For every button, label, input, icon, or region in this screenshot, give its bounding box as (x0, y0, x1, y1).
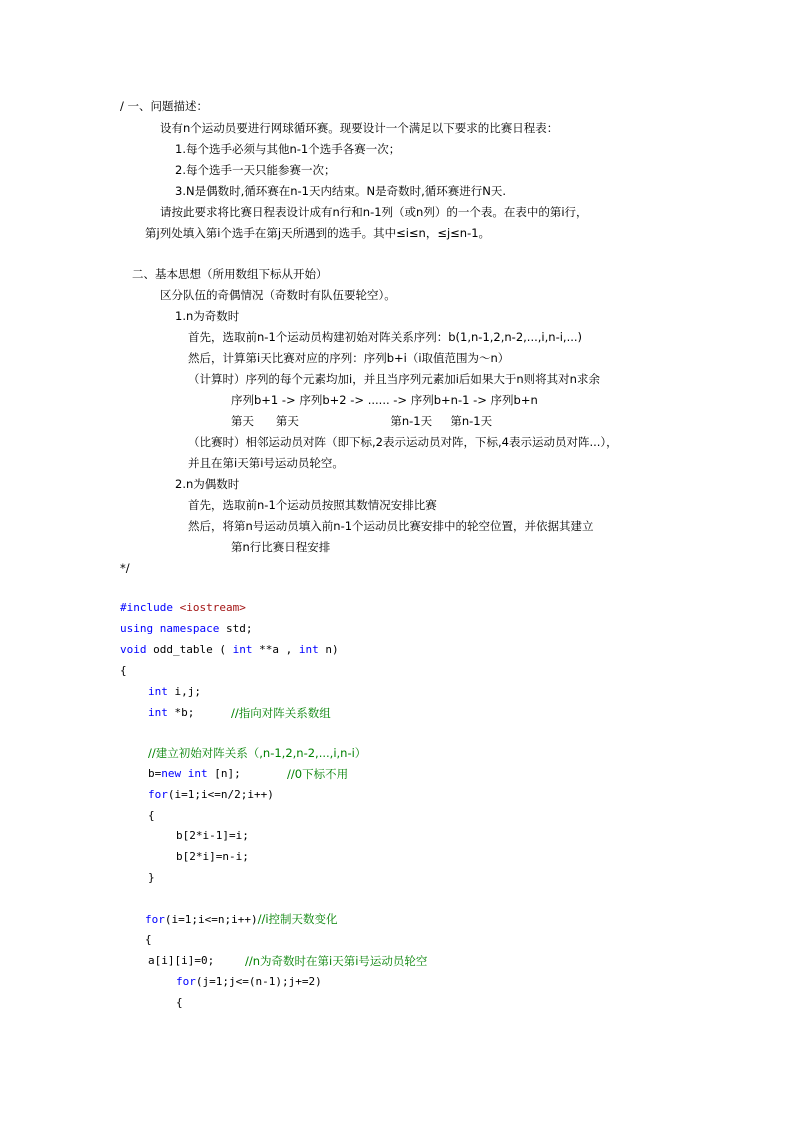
comment-line: 第天 第天 第n-1天 第n-1天 (231, 414, 493, 428)
alloc-rhs: [n]; (207, 767, 241, 780)
int-keyword: int (148, 685, 168, 698)
using-keyword: using namespace (120, 622, 220, 635)
comment-line: 然后，将第n号运动员填入前n-1个运动员比赛安排中的轮空位置，并依据其建立 (188, 519, 594, 533)
comment-line: / 一、问题描述： (120, 99, 209, 113)
void-keyword: void (120, 643, 147, 656)
code-comment: //0下标不用 (287, 767, 349, 781)
comment-line: 2.n为偶数时 (175, 477, 240, 491)
param-a: **a , (252, 643, 299, 656)
code-inner-close: } (148, 871, 155, 884)
decl-vars: i,j; (167, 685, 201, 698)
for-condition: (i=1;i<=n;i++) (164, 913, 258, 926)
include-file: <iostream> (179, 601, 246, 614)
code-open-brace: { (120, 664, 127, 677)
for-keyword: for (145, 913, 165, 926)
comment-line: 设有n个运动员要进行网球循环赛。现要设计一个满足以下要求的比赛日程表： (160, 121, 559, 135)
new-keyword: new (161, 767, 182, 780)
code-comment-init: //建立初始对阵关系（,n-1,2,n-2,...,i,n-i） (148, 746, 367, 760)
comment-line: 请按此要求将比赛日程表设计成有n行和n-1列（或n列）的一个表。在表中的第i行， (160, 205, 588, 219)
code-func-signature (120, 642, 339, 658)
comment-line: */ (120, 561, 130, 575)
comment-line: 区分队伍的奇偶情况（奇数时有队伍要轮空）。 (160, 288, 396, 302)
comment-line: （比赛时）相邻运动员对阵（即下标,2表示运动员对阵，下标,4表示运动员对阵...）， (188, 435, 618, 449)
param-n: n) (318, 643, 339, 656)
preprocessor-keyword: #include (120, 601, 173, 614)
code-for2-line (145, 911, 338, 927)
code-comment: //i控制天数变化 (257, 912, 338, 926)
alloc-lhs: b= (148, 767, 162, 780)
code-inner-open: { (148, 809, 155, 822)
code-comment: //指向对阵关系数组 (231, 706, 331, 720)
comment-line: 并且在第i天第i号运动员轮空。 (188, 456, 344, 470)
code-outer-open: { (145, 933, 152, 946)
comment-line: （计算时）序列的每个元素均加i，并且当序列元素加i后如果大于n则将其对n求余 (188, 372, 600, 386)
comment-line: 第n行比赛日程安排 (231, 540, 331, 554)
comment-line: 3.N是偶数时,循环赛在n-1天内结束。N是奇数时,循环赛进行N天. (175, 184, 506, 198)
decl-vars: *b; (167, 706, 195, 719)
comment-line: 二、基本思想（所用数组下标从开始） (132, 267, 328, 281)
int-keyword: int (232, 643, 253, 656)
code-assign2: b[2*i]=n-i; (176, 850, 249, 863)
func-name: odd_table ( (146, 643, 233, 656)
code-assign1: b[2*i-1]=i; (176, 829, 249, 842)
comment-line: 1.n为奇数时 (175, 309, 240, 323)
for-keyword: for (176, 975, 196, 988)
for-condition: (i=1;i<=n/2;i++) (167, 788, 274, 801)
code-for3-line (176, 974, 322, 990)
comment-line: 1.每个选手必须与其他n-1个选手各赛一次； (175, 142, 401, 156)
comment-line: 首先，选取前n-1个运动员构建初始对阵关系序列：b(1,n-1,2,n-2,...,i,n-i,...) (188, 330, 583, 344)
comment-line: 首先，选取前n-1个运动员按照其数情况安排比赛 (188, 498, 437, 512)
code-alloc-line (148, 766, 349, 782)
comment-line: 第j列处填入第i个选手在第j天所遇到的选手。其中≤i≤n，≤j≤n-1。 (145, 226, 491, 240)
for-condition: (j=1;j<=(n-1);j+=2) (195, 975, 322, 988)
using-rest: std; (219, 622, 253, 635)
code-include-line (120, 600, 246, 616)
comment-line: 然后，计算第i天比赛对应的序列：序列b+i（i取值范围为～n） (188, 351, 510, 365)
comment-line: 序列b+1 -> 序列b+2 -> ...... -> 序列b+n-1 -> 序列b+n (231, 393, 538, 407)
code-a-assign (148, 953, 428, 969)
int-keyword: int (187, 767, 208, 780)
for-keyword: for (148, 788, 168, 801)
comment-line: 2.每个选手一天只能参赛一次； (175, 163, 336, 177)
code-comment: //n为奇数时在第i天第i号运动员轮空 (245, 954, 428, 968)
code-for1-line (148, 787, 274, 803)
code-last-brace: { (176, 996, 183, 1009)
a-assign: a[i][i]=0; (148, 954, 215, 967)
code-using-line (120, 621, 252, 637)
int-keyword: int (148, 706, 168, 719)
code-decl-ij (148, 684, 201, 700)
int-keyword: int (298, 643, 319, 656)
code-decl-b (148, 705, 331, 721)
